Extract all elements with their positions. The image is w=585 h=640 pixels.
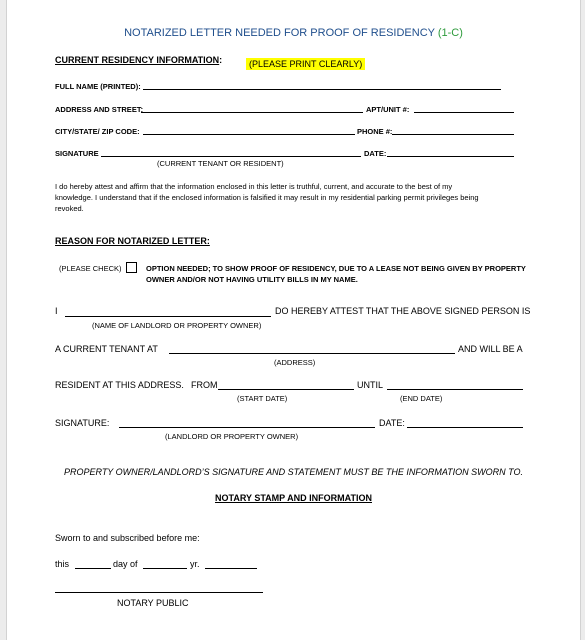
day-of-label: day of — [113, 559, 138, 569]
apt-label: APT/UNIT #: — [366, 105, 410, 114]
landlord-date-label: DATE: — [379, 418, 405, 428]
landlord-name-caption: (NAME OF LANDLORD OR PROPERTY OWNER) — [92, 321, 262, 330]
title-code: (1-C) — [437, 27, 463, 39]
signature-label: SIGNATURE — [55, 149, 99, 158]
yr-label: yr. — [190, 559, 200, 569]
start-date-field[interactable] — [218, 389, 354, 390]
landlord-signature-field[interactable] — [119, 427, 375, 428]
option-text: OPTION NEEDED; TO SHOW PROOF OF RESIDENCY, DUE TO A LEASE NOT BEING GIVEN BY PROPERTY OWNER AND/OR NOT HAVING UTILITY BILLS IN MY NAME. — [146, 264, 526, 284]
phone-label: PHONE #: — [357, 127, 393, 136]
full-name-label: FULL NAME (PRINTED): — [55, 82, 141, 91]
address-label: ADDRESS AND STREET: — [55, 105, 144, 114]
sworn-statement: PROPERTY OWNER/LANDLORD’S SIGNATURE AND STATEMENT MUST BE THE INFORMATION SWORN TO. — [63, 467, 524, 477]
tenant-caption: (CURRENT TENANT OR RESIDENT) — [157, 159, 284, 168]
please-check-label: (PLEASE CHECK) — [59, 264, 122, 273]
document-title — [7, 27, 580, 39]
landlord-date-field[interactable] — [407, 427, 523, 428]
current-tenant-label: A CURRENT TENANT AT — [55, 344, 158, 354]
i-label: I — [55, 306, 58, 316]
phone-field[interactable] — [392, 134, 514, 135]
document-page — [6, 0, 581, 640]
owner-caption: (LANDLORD OR PROPERTY OWNER) — [165, 432, 299, 441]
title-main: NOTARIZED LETTER NEEDED FOR PROOF OF RESIDENCY — [124, 27, 435, 39]
sworn-to-label: Sworn to and subscribed before me: — [55, 533, 200, 543]
notary-heading: NOTARY STAMP AND INFORMATION — [215, 493, 372, 503]
from-label: FROM — [191, 380, 218, 390]
until-label: UNTIL — [357, 380, 384, 390]
end-date-field[interactable] — [387, 389, 523, 390]
will-be-label: AND WILL BE A — [458, 344, 523, 354]
current-residency-heading: CURRENT RESIDENCY INFORMATION: — [55, 55, 223, 65]
landlord-signature-label: SIGNATURE: — [55, 418, 110, 428]
this-label: this — [55, 559, 70, 569]
attestation-paragraph: I do hereby attest and affirm that the information enclosed in this letter is truthful, current, and accurate to the best of my knowledge. I understand that if the enclosed information is falsified it may result in my residential parking permit privileges being revoked. — [55, 182, 479, 213]
address-field[interactable] — [141, 112, 363, 113]
end-date-caption: (END DATE) — [400, 394, 443, 403]
day-field[interactable] — [75, 568, 111, 569]
address-caption: (ADDRESS) — [274, 358, 316, 367]
attest-text: DO HEREBY ATTEST THAT THE ABOVE SIGNED PERSON IS — [275, 306, 531, 316]
full-name-field[interactable] — [143, 89, 501, 90]
year-field[interactable] — [205, 568, 257, 569]
date-label: DATE: — [364, 149, 387, 158]
city-label: CITY/STATE/ ZIP CODE: — [55, 127, 140, 136]
tenant-address-field[interactable] — [169, 353, 455, 354]
date-field[interactable] — [387, 156, 514, 157]
notary-public-label: NOTARY PUBLIC — [117, 598, 189, 608]
signature-field[interactable] — [101, 156, 361, 157]
print-clearly-note: (PLEASE PRINT CLEARLY) — [246, 54, 365, 72]
apt-field[interactable] — [414, 112, 514, 113]
month-field[interactable] — [143, 568, 187, 569]
city-field[interactable] — [143, 134, 355, 135]
option-checkbox[interactable] — [126, 262, 137, 273]
resident-label: RESIDENT AT THIS ADDRESS. — [55, 380, 184, 390]
landlord-name-field[interactable] — [65, 316, 271, 317]
start-date-caption: (START DATE) — [237, 394, 288, 403]
notary-signature-field[interactable] — [55, 592, 263, 593]
reason-heading: REASON FOR NOTARIZED LETTER: — [55, 236, 210, 246]
